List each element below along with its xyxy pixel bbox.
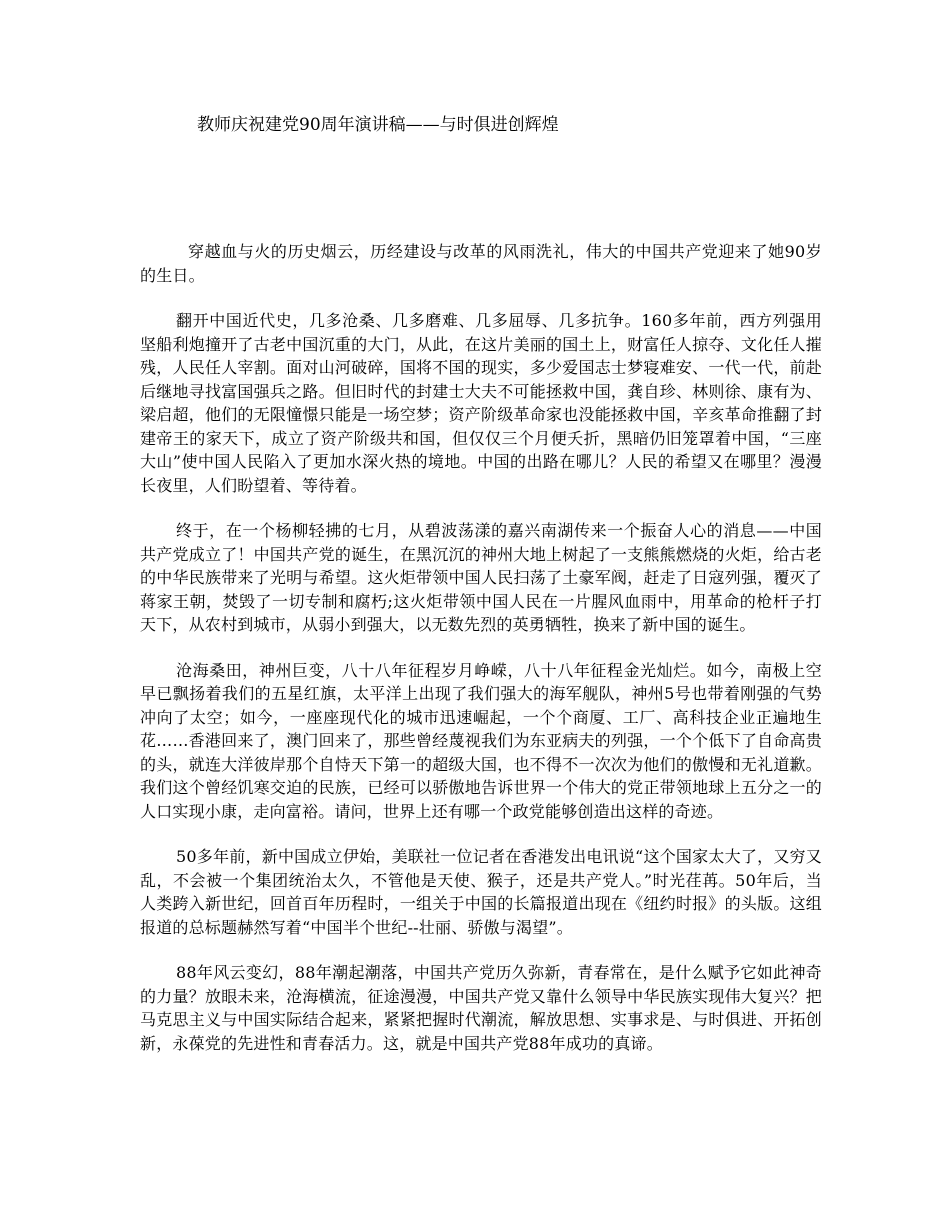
paragraph-2: 翻开中国近代史，几多沧桑、几多磨难、几多屈辱、几多抗争。160多年前，西方列强用坚船利炮撞开了古老中国沉重的大门，从此，在这片美丽的国土上，财富任人掠夺、文化任人摧残，人民任人宰割。面对山河破碎，国将不国的现实，多少爱国志士梦寝难安、一代一代，前赴后继地寻找富国强兵之路。但旧时代的封建士大夫不可能拯救中国，龚自珍、林则徐、康有为、梁启超，他们的无限憧憬只能是一场空梦；资产阶级革命家也没能拯救中国，辛亥革命推翻了封建帝王的家天下，成立了资产阶级共和国，但仅仅三个月便夭折，黑暗仍旧笼罩着中国，“三座大山”使中国人民陷入了更加水深火热的境地。中国的出路在哪儿？人民的希望又在哪里？漫漫长夜里，人们盼望着、等待着。 [140, 311, 822, 495]
paragraph-3: 终于，在一个杨柳轻拂的七月，从碧波荡漾的嘉兴南湖传来一个振奋人心的消息——中国共产党成立了！中国共产党的诞生，在黑沉沉的神州大地上树起了一支熊熊燃烧的火炬，给古老的中华民族带来了光明与希望。这火炬带领中国人民扫荡了土豪军阀，赶走了日寇列强，覆灭了蒋家王朝，焚毁了一切专制和腐朽;这火炬带领中国人民在一片腥风血雨中，用革命的枪杆子打天下，从农村到城市，从弱小到强大，以无数先烈的英勇牺牲，换来了新中国的诞生。 [140, 521, 822, 634]
paragraph-4: 沧海桑田，神州巨变，八十八年征程岁月峥嵘，八十八年征程金光灿烂。如今，南极上空早已飘扬着我们的五星红旗，太平洋上出现了我们强大的海军舰队，神州5号也带着刚强的气势冲向了太空；如今，一座座现代化的城市迅速崛起，一个个商厦、工厂、高科技企业正遍地生花……香港回来了，澳门回来了，那些曾经蔑视我们为东亚病夫的列强，一个个低下了自命高贵的头，就连大洋彼岸那个自恃天下第一的超级大国，也不得不一次次为他们的傲慢和无礼道歉。我们这个曾经饥寒交迫的民族，已经可以骄傲地告诉世界一个伟大的党正带领地球上五分之一的人口实现小康，走向富裕。请问，世界上还有哪一个政党能够创造出这样的奇迹。 [140, 660, 822, 821]
paragraph-6: 88年风云变幻，88年潮起潮落，中国共产党历久弥新，青春常在，是什么赋予它如此神奇的力量？放眼未来，沧海横流，征途漫漫，中国共产党又靠什么领导中华民族实现伟大复兴？把马克思主义与中国实际结合起来，紧紧把握时代潮流，解放思想、实事求是、与时俱进、开拓创新，永葆党的先进性和青春活力。这，就是中国共产党88年成功的真谛。 [140, 963, 822, 1053]
paragraph-5: 50多年前，新中国成立伊始，美联社一位记者在香港发出电讯说“这个国家太大了，又穷又乱，不会被一个集团统治太久，不管他是天使、猴子，还是共产党人。”时光荏苒。50年后，当人类跨入新世纪，回首百年历程时，一组关于中国的长篇报道出现在《纽约时报》的头版。这组报道的总标题赫然写着“中国半个世纪--壮丽、骄傲与渴望”。 [140, 847, 822, 937]
document-title: 教师庆祝建党90周年演讲稿——与时俱进创辉煌 [197, 115, 559, 135]
document-body [140, 240, 822, 1077]
paragraph-1: 穿越血与火的历史烟云，历经建设与改革的风雨洗礼，伟大的中国共产党迎来了她90岁的生日。 [140, 242, 822, 285]
